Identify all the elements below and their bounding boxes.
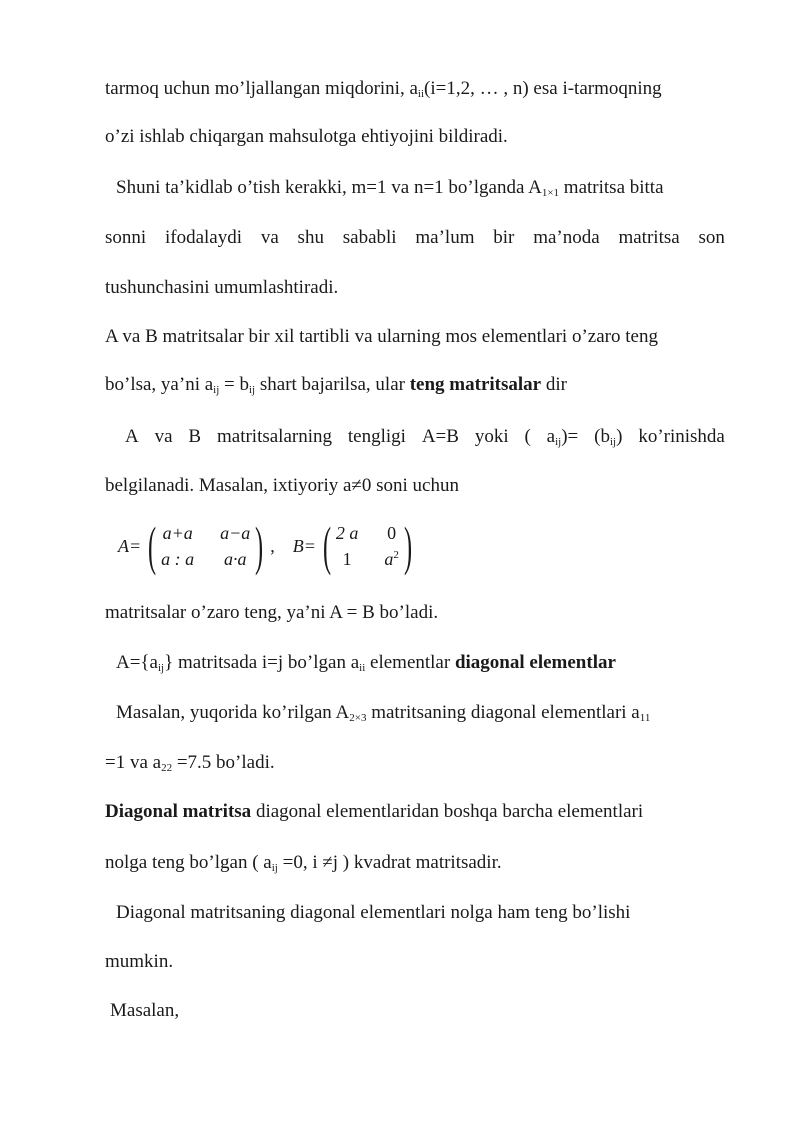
matrix-a-cells [161, 521, 250, 571]
word: ifodalaydi [164, 227, 243, 248]
text-segment: elementlar [365, 652, 455, 673]
subscript: ij [609, 436, 617, 448]
word: A [125, 426, 139, 447]
text-segment: shart bajarilsa, ular [255, 374, 410, 395]
text-line-16: Diagonal matritsaning diagonal elementlari nolga ham teng bo’lishi [116, 902, 631, 923]
subscript: ii [359, 662, 366, 674]
word [594, 425, 622, 449]
subscript: 2×3 [349, 712, 367, 724]
text-segment: nolga teng bo’lgan ( a [105, 852, 272, 873]
matrix-cell: 1 [342, 549, 352, 569]
text-segment: bo’lsa, ya’ni a [105, 374, 214, 395]
text-line-10: matritsalar o’zaro teng, ya’ni A = B bo’ladi. [105, 602, 439, 623]
subscript: 22 [161, 762, 173, 774]
subscript: ij [213, 384, 220, 396]
word: ma’lum [415, 227, 475, 248]
text-line-12 [116, 701, 650, 725]
text-segment: Masalan, yuqorida ko’rilgan A [116, 702, 350, 723]
text-line-17: mumkin. [105, 951, 174, 972]
text-line-14 [105, 800, 643, 824]
matrix-cell: 2 a [335, 523, 359, 543]
matrix-cell: a+a [162, 523, 193, 543]
word: sababli [342, 227, 397, 248]
left-paren: ( [322, 516, 331, 576]
word: va [260, 227, 279, 248]
text-segment: matritsaning diagonal elementlari a [366, 702, 640, 723]
text-segment: dir [541, 374, 567, 395]
text-segment: A={a [116, 652, 158, 673]
text-segment: tarmoq uchun mo’ljallangan miqdorini, a [105, 78, 418, 99]
matrix-cell: 0 [387, 523, 397, 543]
word [547, 425, 579, 449]
text-segment: =7.5 bo’ladi. [172, 752, 275, 773]
matrix-a-label: A= [118, 535, 142, 556]
term-bold: diagonal elementlar [454, 652, 616, 673]
word: matritsa [618, 227, 680, 248]
word: ( [524, 426, 531, 447]
text-line-9: belgilanadi. Masalan, ixtiyoriy a≠0 soni uchun [105, 475, 459, 496]
text-segment: ) [616, 426, 623, 447]
text-line-2: o’zi ishlab chiqargan mahsulotga ehtiyojini bildiradi. [105, 126, 508, 147]
right-paren: ) [255, 516, 264, 576]
subscript: ij [249, 384, 256, 396]
word: bir [493, 227, 515, 248]
word: matritsalarning [216, 426, 333, 447]
word: va [154, 426, 173, 447]
text-segment: diagonal elementlaridan boshqa barcha elementlari [251, 801, 644, 822]
word: ko’rinishda [638, 426, 725, 447]
subscript: 1×1 [541, 187, 560, 199]
text-segment: =1 va a [105, 752, 162, 773]
text-segment: (b [594, 426, 610, 447]
matrix-cell: a : a [161, 549, 195, 569]
subscript: ij [555, 436, 562, 448]
word: ma’noda [533, 227, 600, 248]
text-segment: } matritsada i=j bo’lgan a [164, 652, 360, 673]
word: yoki [474, 426, 509, 447]
matrix-equation [118, 518, 417, 574]
text-segment: = b [219, 374, 249, 395]
text-segment: (i=1,2, … , n) esa i-tarmoqning [424, 78, 662, 99]
word: son [698, 227, 725, 248]
text-line-1 [105, 77, 662, 101]
subscript: 11 [639, 712, 651, 724]
word: sonni [105, 227, 147, 248]
matrix-a [143, 518, 268, 574]
matrix-b [318, 518, 417, 574]
subscript: ii [417, 88, 425, 100]
right-paren: ) [403, 516, 412, 576]
matrix-cell-base: a [384, 549, 394, 569]
matrix-b-label: B= [292, 535, 316, 556]
text-line-13 [105, 751, 275, 775]
text-line-18: Masalan, [110, 1000, 180, 1021]
matrix-cell [384, 547, 399, 571]
text-segment: Shuni ta’kidlab o’tish kerakki, m=1 va n=1 bo’lganda A [116, 177, 542, 198]
subscript: ij [158, 662, 165, 674]
term-bold: teng matritsalar [409, 374, 542, 395]
text-segment: =0, i ≠j ) kvadrat matritsadir. [277, 852, 502, 873]
matrix-b-cells [336, 521, 399, 571]
superscript: 2 [393, 549, 399, 561]
text-line-7 [105, 373, 567, 397]
text-segment: a [546, 426, 556, 447]
text-segment: matritsa bitta [559, 177, 664, 198]
word: shu [297, 227, 324, 248]
text-line-11 [116, 651, 616, 675]
left-paren: ( [148, 516, 157, 576]
matrix-cell: a·a [223, 549, 247, 569]
matrix-separator: , [270, 535, 275, 556]
matrix-cell: a−a [220, 523, 251, 543]
text-segment: )= [561, 426, 579, 447]
word: B [188, 426, 202, 447]
subscript: ij [271, 862, 278, 874]
text-line-3 [116, 176, 664, 200]
word: A=B [421, 426, 459, 447]
text-line-15 [105, 851, 502, 875]
text-line-8 [125, 425, 725, 449]
text-line-6: A va B matritsalar bir xil tartibli va ularning mos elementlari o’zaro teng [105, 326, 658, 347]
term-bold: Diagonal matritsa [105, 801, 252, 822]
text-line-5: tushunchasini umumlashtiradi. [105, 277, 339, 298]
text-line-4 [105, 226, 725, 250]
word: tengligi [347, 426, 406, 447]
